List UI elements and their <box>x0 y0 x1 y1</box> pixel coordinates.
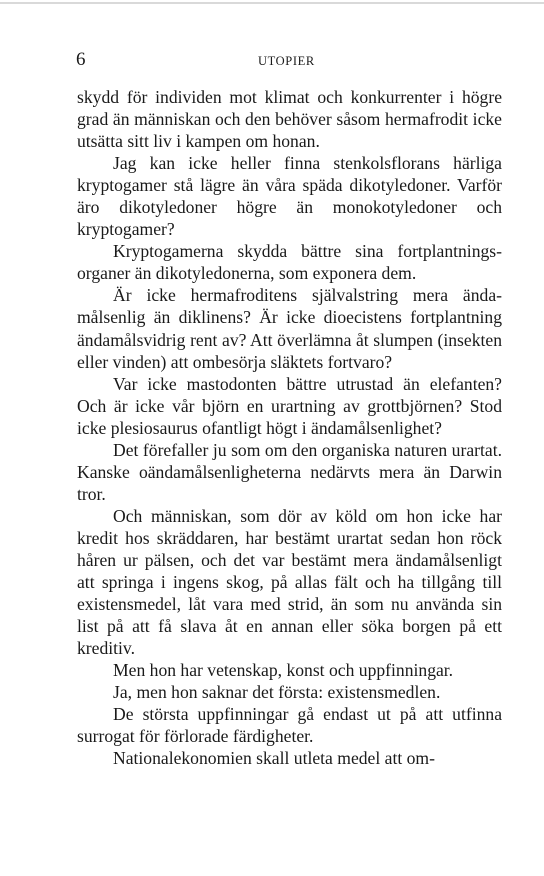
paragraph-8: Men hon har vetenskap, konst och uppfinningar. <box>113 660 454 681</box>
paragraph-4: Är icke hermafroditens självalstring mera ändamålsenlig än diklinens? Är icke dioecistens fortplantning ändamålsvidrig rent av? Att överlämna åt slumpen (insekten eller vinden) att ombesörja släktets fortvaro? <box>77 285 502 372</box>
paragraph-5: Var icke mastodonten bättre utrustad än elefanten? Och är icke vår björn en urartning av grottbjörnen? Stod icke plesiosaurus ofantligt högt i ändamålsenlighet? <box>77 373 502 438</box>
paragraph-6: Det förefaller ju som om den organiska naturen urartat. Kanske oändamålsenligheterna nedärvts mera än Darwin tror. <box>77 439 502 504</box>
page-number: 6 <box>76 49 86 70</box>
page-header <box>0 48 544 72</box>
paragraph-7: Och människan, som dör av köld om hon icke har kredit hos skräddaren, har bestämt urartat sedan hon röck håren ur pälsen, och det var bestämt mera ändamålsenligt att springa i ingens skog, på allas fält och ha tillgång till existensmedel, låt vara med strid, än som nu använda sin list på att få slava åt en annan eller söka borgen på ett kreditiv. <box>77 505 502 659</box>
paragraph-10: De största uppfinningar gå endast ut på att utfinna surrogat för förlorade färdigheter. <box>77 704 502 747</box>
paragraph-3: Kryptogamerna skydda bättre sina fortplantningsorganer än dikotyledonerna, som exponera dem. <box>77 241 502 284</box>
body-text <box>77 86 502 769</box>
paragraph-2: Jag kan icke heller finna stenkolsflorans härliga kryptogamer stå lägre än våra späda dikotyledoner. Varför äro dikotyledoner högre än monokotyledoner och kryptogamer? <box>77 153 502 240</box>
paragraph-1: skydd för individen mot klimat och konkurrenter i högre grad än människan och den behöver såsom hermafrodit icke utsätta sitt liv i kampen om honan. <box>77 87 502 152</box>
page-top-edge <box>0 2 544 4</box>
running-title: UTOPIER <box>258 54 315 68</box>
paragraph-11: Nationalekonomien skall utleta medel att om- <box>113 748 435 769</box>
paragraph-9: Ja, men hon saknar det första: existensmedlen. <box>113 682 441 703</box>
